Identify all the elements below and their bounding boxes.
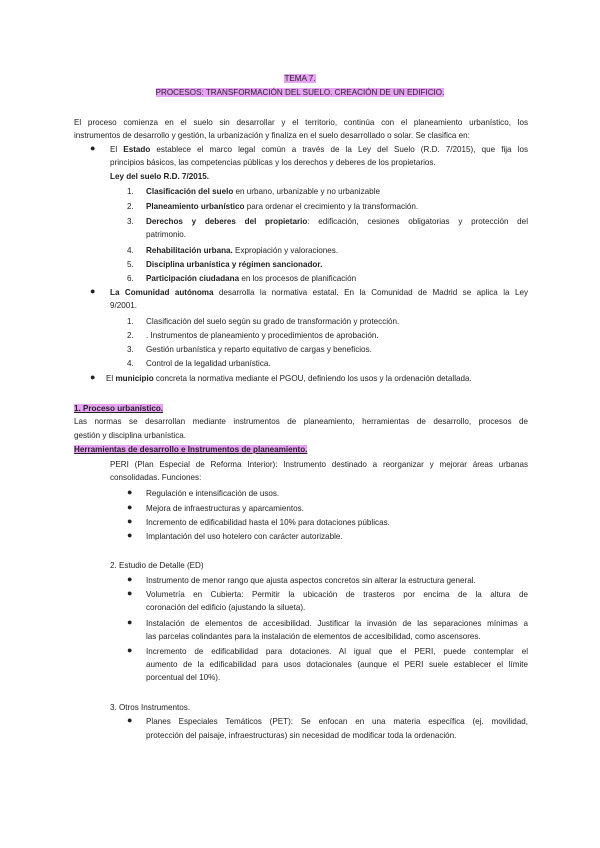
estado-line-2: principios básicos, las competencias públicas y los derechos y deberes de los propietarios. [110, 158, 436, 167]
comunidad-item-4: Control de la legalidad urbanística. [146, 359, 271, 368]
ed-bullet-3-line-2: las parcelas colindantes para la instalación de elementos de accesibilidad, como ascensores. [146, 632, 481, 641]
ed-bullet-4-line-2: aumento de la edificabilidad para usos dotacionales (aunque el PERI suele establecer el límite [146, 660, 528, 669]
estado-item-6-text: Participación ciudadana en los procesos de planificación [146, 274, 357, 283]
peri-bullet-3: Incremento de edificabilidad hasta el 10% para dotaciones públicas. [146, 518, 390, 527]
ed-heading: 2. Estudio de Detalle (ED) [110, 561, 204, 570]
estado-item-1-text: Clasificación del suelo en urbano, urbanizable y no urbanizable [146, 187, 380, 196]
otros-heading: 3. Otros Instrumentos. [110, 703, 191, 712]
peri-bullet-1: Regulación e intensificación de usos. [146, 489, 280, 498]
peri-line-1: PERI (Plan Especial de Reforma Interior): Instrumento destinado a reorganizar y mejorar áreas urbanas [110, 460, 528, 469]
estado-item-2-text: Planeamiento urbanístico para ordenar el crecimiento y la transformación. [146, 202, 419, 211]
bullet-icon: ● [127, 516, 133, 526]
bullet-icon: ● [127, 530, 133, 540]
comunidad-item-2: . Instrumentos de planeamiento y procedimientos de aprobación. [146, 331, 379, 340]
comunidad-line-1: La Comunidad autónoma desarrolla la normativa estatal. En la Comunidad de Madrid se aplica la Ley [110, 288, 528, 297]
section-line-2: gestión y disciplina urbanística. [74, 431, 187, 440]
comunidad-line-2: 9/2001. [110, 301, 138, 310]
page-subtitle: PROCESOS: TRANSFORMACIÓN DEL SUELO. CREACIÓN DE UN EDIFICIO. [155, 88, 445, 97]
estado-item-4-text: Rehabilitación urbana. Expropiación y valoraciones. [146, 246, 339, 255]
peri-bullet-4: Implantación del uso hotelero con carácter autorizable. [146, 532, 343, 541]
comunidad-item-1-num: 1. [127, 317, 134, 326]
estado-item-3-cont: patrimonio. [146, 230, 187, 239]
comunidad-item-1: Clasificación del suelo según su grado de transformación y protección. [146, 317, 400, 326]
bullet-icon: ● [127, 574, 133, 584]
intro-line-2: instrumentos de desarrollo y gestión, la urbanización y finaliza en el suelo desarrollado o solar. Se clasifica en: [74, 131, 470, 140]
ed-bullet-2-line-2: coronación del edificio (ajustando la silueta). [146, 603, 306, 612]
estado-item-4: 4. [127, 246, 134, 255]
bullet-icon: ● [127, 487, 133, 497]
subheading: Herramientas de desarrollo e Instrumentos de planeamiento. [74, 445, 308, 454]
bullet-icon: ● [127, 502, 133, 512]
estado-item-6: 6. [127, 274, 134, 283]
municipio-line: El municipio concreta la normativa mediante el PGOU, definiendo los usos y la ordenación detallada. [106, 374, 472, 383]
peri-line-2: consolidadas. Funciones: [110, 473, 202, 482]
bullet-icon: ● [90, 372, 96, 382]
estado-item-5: 5. [127, 260, 134, 269]
estado-item-2: 2. [127, 202, 134, 211]
estado-item-1: 1. [127, 187, 134, 196]
bullet-icon: ● [90, 286, 96, 296]
ed-bullet-3-line-1: Instalación de elementos de accesibilidad. Justificar la invasión de las separaciones mínimas a [146, 619, 528, 628]
ed-bullet-4-line-3: porcentual del 10%). [146, 673, 221, 682]
intro-line-1: El proceso comienza en el suelo sin desarrollar y el territorio, continúa con el planeamiento urbanístico, los [74, 118, 528, 127]
comunidad-item-3-num: 3. [127, 345, 134, 354]
otros-bullet-1-line-2: protección del paisaje, infraestructuras) sin necesidad de modificar toda la ordenación. [146, 731, 457, 740]
estado-line-1: El Estado establece el marco legal común a través de la Ley del Suelo (R.D. 7/2015), que fija los [110, 145, 528, 154]
peri-bullet-2: Mejora de infraestructuras y aparcamientos. [146, 504, 304, 513]
page-title: TEMA 7. [284, 74, 316, 83]
title-line [0, 73, 600, 84]
estado-item-5-text: Disciplina urbanística y régimen sancionador. [146, 260, 323, 269]
section-line-1: Las normas se desarrollan mediante instrumentos de planeamiento, herramientas de desarrollo, procesos de [74, 417, 528, 426]
estado-item-3-text: Derechos y deberes del propietario: edificación, cesiones obligatorias y protección del [146, 217, 528, 226]
section-heading: 1. Proceso urbanístico. [74, 404, 164, 413]
comunidad-item-4-num: 4. [127, 359, 134, 368]
ed-bullet-2-line-1: Volumetría en Cubierta: Permitir la ubicación de trasteros por encima de la altura de [146, 590, 528, 599]
subtitle-line [0, 87, 600, 98]
otros-bullet-1-line-1: Planes Especiales Temáticos (PET): Se enfocan en una materia específica (ej. movilidad, [146, 717, 528, 726]
bullet-icon: ● [90, 143, 96, 153]
law-heading: Ley del suelo R.D. 7/2015. [110, 172, 209, 181]
comunidad-item-3: Gestión urbanística y reparto equitativo de cargas y beneficios. [146, 345, 372, 354]
ed-bullet-4-line-1: Incremento de edificabilidad para dotaciones. Al igual que el PERI, puede contemplar el [146, 647, 528, 656]
bullet-icon: ● [127, 645, 133, 655]
estado-item-3: 3. [127, 217, 134, 226]
bullet-icon: ● [127, 588, 133, 598]
bullet-icon: ● [127, 617, 133, 627]
ed-bullet-1: Instrumento de menor rango que ajusta aspectos concretos sin alterar la estructura general. [146, 576, 476, 585]
bullet-icon: ● [127, 715, 133, 725]
comunidad-item-2-num: 2. [127, 331, 134, 340]
